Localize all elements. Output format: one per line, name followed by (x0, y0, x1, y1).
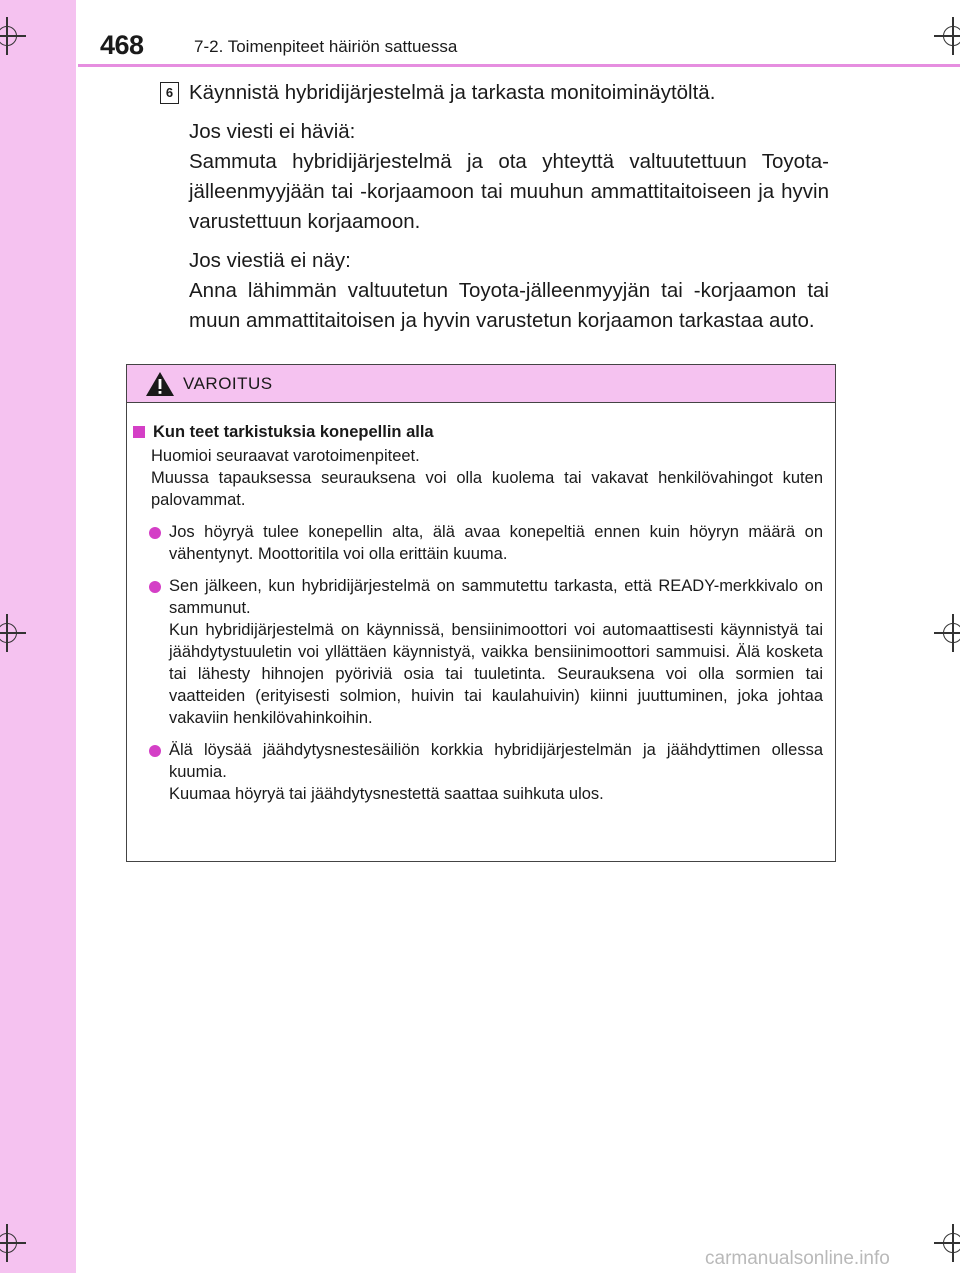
warning-label: VAROITUS (183, 374, 273, 393)
warning-subheading-text: Kun teet tarkistuksia konepellin alla (153, 423, 434, 441)
header-rule (78, 64, 960, 67)
section-title: 7-2. Toimenpiteet häiriön sattuessa (194, 37, 458, 56)
step-content (189, 78, 829, 336)
step-number-badge: 6 (160, 82, 179, 104)
round-bullet-icon (149, 745, 161, 757)
round-bullet-icon (149, 581, 161, 593)
bullet-text-continued: Kun hybridijärjestelmä on käynnissä, bensiinimoottori voi automaattisesti käynnistyä tai jäähdytystuuletin voi yllättäen käynnistyä, vaikka bensiinimoottori sammuisi. Älä kosketa tai lähesty hihnojen pyöriviä osia tai tuuletinta. Seurauksena voi olla sormien tai vaatteiden (erityisesti solmion, huivin tai kaulahuivin) kiinni juuttuminen, joka johtaa vakaviin henkilövahinkoihin. (169, 621, 823, 727)
warning-intro-line2: Muussa tapauksessa seurauksena voi olla kuolema tai vakavat henkilövahingot kuten palovammat. (151, 469, 823, 509)
crop-mark-icon (940, 23, 960, 49)
round-bullet-icon (149, 527, 161, 539)
warning-header (127, 365, 835, 403)
crop-mark-icon (0, 23, 20, 49)
page-number: 468 (100, 30, 144, 60)
warning-subheading (131, 421, 823, 443)
watermark: carmanualsonline.info (705, 1248, 890, 1269)
warning-bullet (131, 521, 823, 565)
crop-mark-icon (940, 1230, 960, 1256)
crop-mark-icon (940, 620, 960, 646)
step-intro: Käynnistä hybridijärjestelmä ja tarkasta monitoiminäytöltä. (189, 81, 716, 104)
bullet-text: Sen jälkeen, kun hybridijärjestelmä on sammutettu tarkasta, että READY-merkkivalo on sammunut. (169, 577, 823, 617)
square-bullet-icon (133, 426, 145, 438)
case1-condition: Jos viesti ei häviä: (189, 120, 356, 143)
case2-action: Anna lähimmän valtuutetun Toyota-jälleenmyyjän tai -korjaamon tai muun ammattitaitoisen ja hyvin varustetun korjaamon tarkastaa auto. (189, 279, 829, 332)
warning-triangle-icon (145, 371, 175, 397)
crop-mark-icon (0, 1230, 20, 1256)
bullet-text-continued: Kuumaa höyryä tai jäähdytysnestettä saattaa suihkuta ulos. (169, 785, 604, 803)
warning-bullet (131, 739, 823, 805)
bullet-text: Jos höyryä tulee konepellin alta, älä avaa konepeltiä ennen kuin höyryn määrä on vähentynyt. Moottoritila voi olla erittäin kuuma. (169, 523, 823, 563)
warning-intro-line1: Huomioi seuraavat varotoimenpiteet. (151, 447, 420, 465)
warning-box (126, 364, 836, 862)
warning-body (127, 403, 835, 805)
case1-action: Sammuta hybridijärjestelmä ja ota yhteyttä valtuutettuun Toyota-jälleenmyyjään tai -korjaamoon tai muuhun ammattitaitoiseen ja hyvin varustettuun korjaamoon. (189, 150, 829, 233)
warning-bullet (131, 575, 823, 729)
crop-mark-icon (0, 620, 20, 646)
case2-condition: Jos viestiä ei näy: (189, 249, 351, 272)
bullet-text: Älä löysää jäähdytysnestesäiliön korkkia hybridijärjestelmän ja jäähdyttimen ollessa kuumia. (169, 741, 823, 781)
